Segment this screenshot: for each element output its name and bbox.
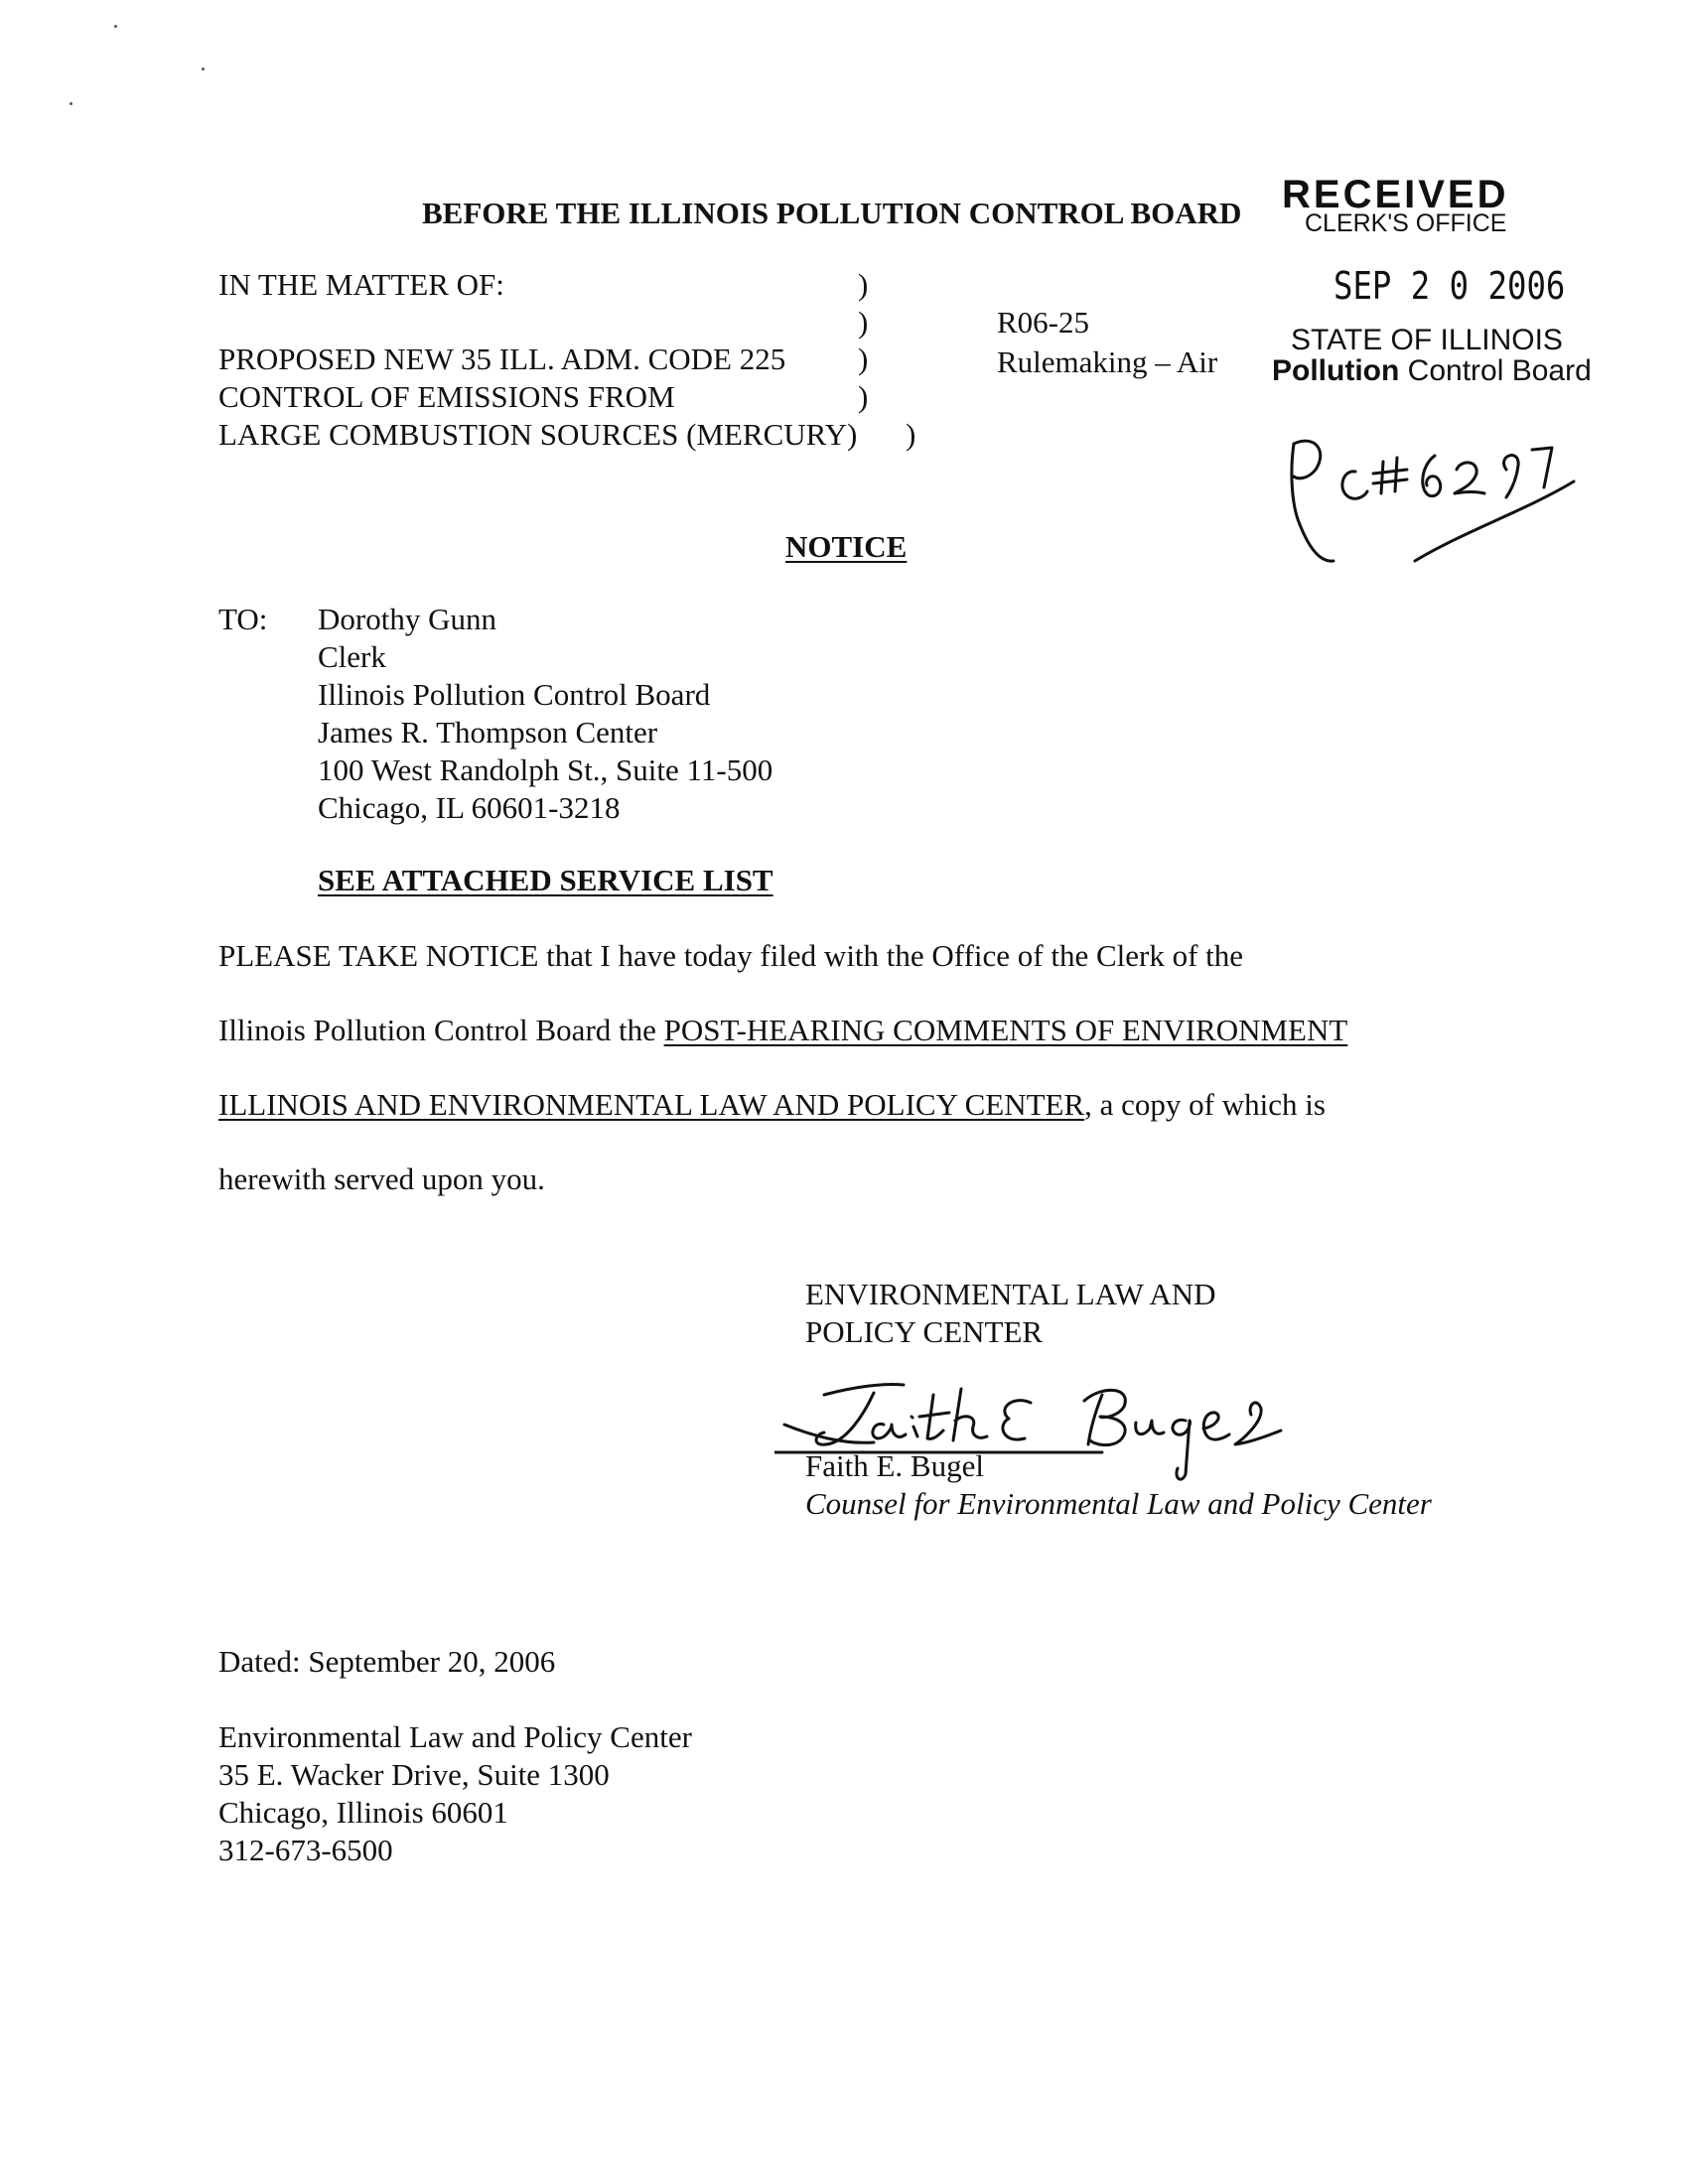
recipient-address xyxy=(318,601,772,827)
signatory-org-line-2: POLICY CENTER xyxy=(805,1314,1044,1349)
service-list-heading: SEE ATTACHED SERVICE LIST xyxy=(318,863,773,897)
caption-line-1: PROPOSED NEW 35 ILL. ADM. CODE 225 xyxy=(218,341,786,376)
caption-paren: ) xyxy=(858,267,869,302)
scan-speck xyxy=(114,25,117,28)
recipient-line: Illinois Pollution Control Board xyxy=(318,677,711,712)
body-line-4: herewith served upon you. xyxy=(218,1161,545,1196)
recipient-line: 100 West Randolph St., Suite 11-500 xyxy=(318,752,773,787)
stamp-received: RECEIVED xyxy=(1282,173,1509,216)
signatory-title: Counsel for Environmental Law and Policy Center xyxy=(805,1486,1432,1521)
sender-address-line: Chicago, Illinois 60601 xyxy=(218,1795,508,1830)
stamp-clerks-office: CLERK'S OFFICE xyxy=(1305,209,1507,237)
dated-line: Dated: September 20, 2006 xyxy=(218,1644,556,1679)
stamp-state: STATE OF ILLINOIS xyxy=(1291,324,1563,356)
stamp-board xyxy=(1272,355,1592,387)
document-title-part-1: POST-HEARING COMMENTS OF ENVIRONMENT xyxy=(663,1013,1348,1047)
sender-address xyxy=(218,1718,692,1869)
caption-paren: ) xyxy=(906,417,916,452)
caption-line-2: CONTROL OF EMISSIONS FROM xyxy=(218,379,675,414)
sender-address-line: Environmental Law and Policy Center xyxy=(218,1719,692,1754)
caption-paren: ) xyxy=(858,305,869,340)
board-heading: BEFORE THE ILLINOIS POLLUTION CONTROL BOARD xyxy=(422,196,1242,230)
scan-speck xyxy=(202,68,205,70)
recipient-line: Dorothy Gunn xyxy=(318,602,496,636)
stamp-board-prefix: Pollution xyxy=(1272,354,1400,387)
body-line-2 xyxy=(218,1012,1347,1049)
to-label: TO: xyxy=(218,602,268,636)
handwritten-pc-number-mark xyxy=(1276,422,1594,571)
caption-paren: ) xyxy=(858,341,869,376)
sender-address-line: 312-673-6500 xyxy=(218,1833,393,1867)
body-line-2-text: Illinois Pollution Control Board the xyxy=(218,1013,664,1047)
caption-line-3: LARGE COMBUSTION SOURCES (MERCURY) xyxy=(218,417,858,452)
scan-speck xyxy=(70,102,72,105)
case-type: Rulemaking – Air xyxy=(997,344,1218,379)
signatory-org-line-1: ENVIRONMENTAL LAW AND xyxy=(805,1277,1216,1311)
caption-paren: ) xyxy=(858,379,869,414)
stamp-board-suffix: Control Board xyxy=(1407,354,1592,387)
recipient-line: Clerk xyxy=(318,639,386,674)
sender-address-line: 35 E. Wacker Drive, Suite 1300 xyxy=(218,1757,610,1792)
body-line-1: PLEASE TAKE NOTICE that I have today filed with the Office of the Clerk of the xyxy=(218,938,1244,973)
in-the-matter-of: IN THE MATTER OF: xyxy=(218,267,504,302)
case-number: R06-25 xyxy=(997,305,1089,340)
document-title-part-2: ILLINOIS AND ENVIRONMENTAL LAW AND POLICY CENTER xyxy=(218,1087,1085,1122)
recipient-line: Chicago, IL 60601-3218 xyxy=(318,790,621,825)
body-line-3-text: , a copy of which is xyxy=(1084,1087,1326,1122)
recipient-line: James R. Thompson Center xyxy=(318,715,658,750)
signatory-name: Faith E. Bugel xyxy=(805,1448,984,1483)
stamp-date: SEP 2 0 2006 xyxy=(1333,264,1566,308)
notice-heading: NOTICE xyxy=(785,529,908,564)
body-line-3 xyxy=(218,1086,1326,1124)
